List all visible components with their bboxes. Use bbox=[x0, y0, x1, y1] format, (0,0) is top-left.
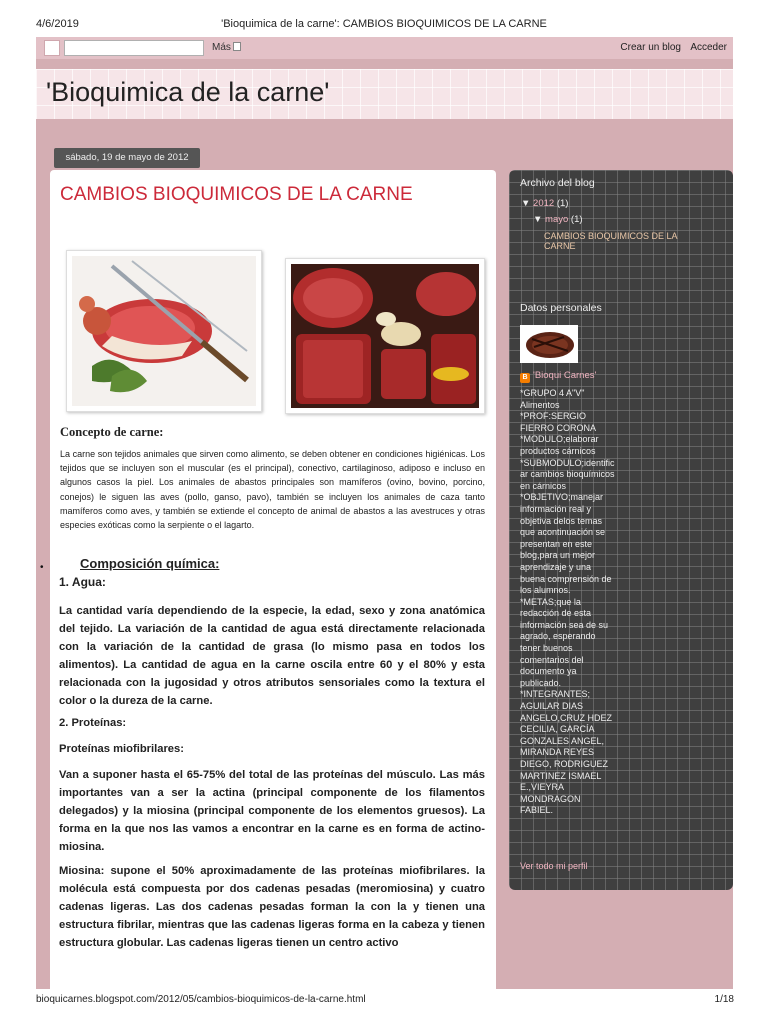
create-blog-link[interactable]: Crear un blog bbox=[620, 42, 681, 53]
list-bullet: • bbox=[40, 562, 44, 573]
miofibrilares-paragraph: Van a suponer hasta el 65-75% del total de las proteínas del músculo. Las más importantes van a ser la actina (principal componente de los filamentos delegados) y la miosina (principal componente de los elementos gruesos). La forma en la que nos las vamos a encontrar en la carne es en forma de actino-miosina. bbox=[59, 769, 485, 853]
archive-month-count: (1) bbox=[568, 214, 583, 225]
agua-heading: 1. Agua: bbox=[59, 575, 106, 589]
blogger-icon: B bbox=[520, 373, 530, 383]
print-page-number: 1/18 bbox=[714, 994, 734, 1005]
view-profile-link[interactable]: Ver todo mi perfil bbox=[520, 861, 588, 871]
more-button[interactable]: Más bbox=[212, 42, 241, 53]
archive-heading: Archivo del blog bbox=[520, 177, 595, 189]
blog-title[interactable]: 'Bioquimica de la carne' bbox=[46, 77, 330, 107]
toggle-down-icon[interactable]: ▼ bbox=[521, 198, 531, 209]
archive-post-link[interactable]: CAMBIOS BIOQUIMICOS DE LA CARNE bbox=[544, 231, 678, 251]
print-date: 4/6/2019 bbox=[36, 18, 79, 30]
archive-month-link[interactable]: mayo bbox=[545, 214, 569, 225]
miosina-paragraph: Miosina: supone el 50% aproximadamente de las proteínas miofibrilares. la molécula está compuesta por dos cadenas pesadas (meromiosina) y cuatro cadenas ligeras. Las dos cadenas pesadas forman la con la y tienen una estructura fibrilar, mientras que las cadenas ligeras forma en la cabeza y tienen estructura globular. Las cadenas ligeras tienen un centro activo bbox=[59, 865, 485, 949]
archive-year-count: (1) bbox=[554, 198, 569, 209]
meat-image-1[interactable] bbox=[66, 250, 262, 412]
more-icon bbox=[233, 42, 241, 51]
personal-heading: Datos personales bbox=[520, 302, 602, 314]
print-header bbox=[0, 0, 768, 36]
steak-avatar-image bbox=[520, 325, 578, 363]
blog-header bbox=[36, 69, 733, 119]
blogger-logo-icon[interactable] bbox=[44, 40, 60, 56]
post-date: sábado, 19 de mayo de 2012 bbox=[54, 148, 200, 168]
profile-about: *GRUPO 4 A"V" Alimentos *PROF:SERGIO FIERRO CORONA *MODULO;elaborar productos cárnicos *SUBMODULO;identificar cambios bioquímicos en cárnicos *OBJETIVO;manejar información real y objetiva delos temas que acontinuación se presentan en este blog,para un mejor aprendizaje y una buena comprensión de los alumnos. *METAS;que la redacción de esta información sea de su agrado, esperando tener buenos comentarios del documento ya publicado. *INTEGRANTES; AGUILAR DIAS ANGELO,CRUZ HDEZ CECILIA, GARCÍA GONZALES ANGEL, MIRANDA REYES DIEGO, RODRIGUEZ MARTINEZ ISMAEL E.,VIEYRA MONDRAGON FABIEL. bbox=[520, 388, 615, 816]
archive-year-link[interactable]: 2012 bbox=[533, 198, 555, 209]
composicion-heading: Composición química: bbox=[80, 556, 220, 571]
blogger-navbar bbox=[36, 37, 733, 59]
proteinas-heading: 2. Proteínas: bbox=[59, 717, 127, 729]
sidebar bbox=[509, 170, 733, 890]
concepto-paragraph: La carne son tejidos animales que sirven como alimento, se deben obtener en condiciones higiénicas. Los tejidos que se incluyen son el muscular (es el principal), conectivo, cartilaginoso, adiposo e incluso en algunos casos la piel. Los animales de abastos principales son mamíferos (ovino, bovino, porcino, conejos) le siguen las aves (pollo, ganso, pavo), también se incluyen los animales de caza tanto mamíferos como aves, y también se extiende el concepto de animal de abastos a las avestruces y otras especies exóticas como la serpiente o el lagarto. bbox=[60, 449, 485, 531]
avatar[interactable] bbox=[520, 325, 578, 363]
print-page-title: 'Bioquimica de la carne': CAMBIOS BIOQUIMICOS DE LA CARNE bbox=[221, 18, 547, 30]
sign-in-link[interactable]: Acceder bbox=[690, 42, 727, 53]
agua-paragraph: La cantidad varía dependiendo de la especie, la edad, sexo y zona anatómica del tejido. La variación de la cantidad de agua está directamente relacionada con la variación de la cantidad de grasa (lo mismo pasa en todos los alimentos). La cantidad de agua en la carne oscila entre 60 y el 80% y esta relacionada con la jugosidad y otros atributos sensoriales como la textura el color o la dureza de la carne. bbox=[59, 605, 485, 707]
concepto-heading: Concepto de carne: bbox=[60, 425, 164, 439]
archive-year-item[interactable] bbox=[521, 198, 568, 209]
meat-image-2[interactable] bbox=[285, 258, 485, 414]
meat-knife-image bbox=[72, 256, 256, 406]
toggle-down-icon[interactable]: ▼ bbox=[533, 214, 543, 225]
post-title: CAMBIOS BIOQUIMICOS DE LA CARNE bbox=[60, 184, 413, 205]
print-url: bioquicarnes.blogspot.com/2012/05/cambios-bioquimicos-de-la-carne.html bbox=[36, 994, 366, 1005]
archive-month-item[interactable] bbox=[533, 214, 583, 225]
profile-name-link[interactable]: B 'Bioqui Carnes' bbox=[520, 370, 596, 383]
search-input[interactable] bbox=[64, 40, 204, 56]
meat-cuts-image bbox=[291, 264, 479, 408]
miofibrilares-heading: Proteínas miofibrilares: bbox=[59, 743, 184, 755]
